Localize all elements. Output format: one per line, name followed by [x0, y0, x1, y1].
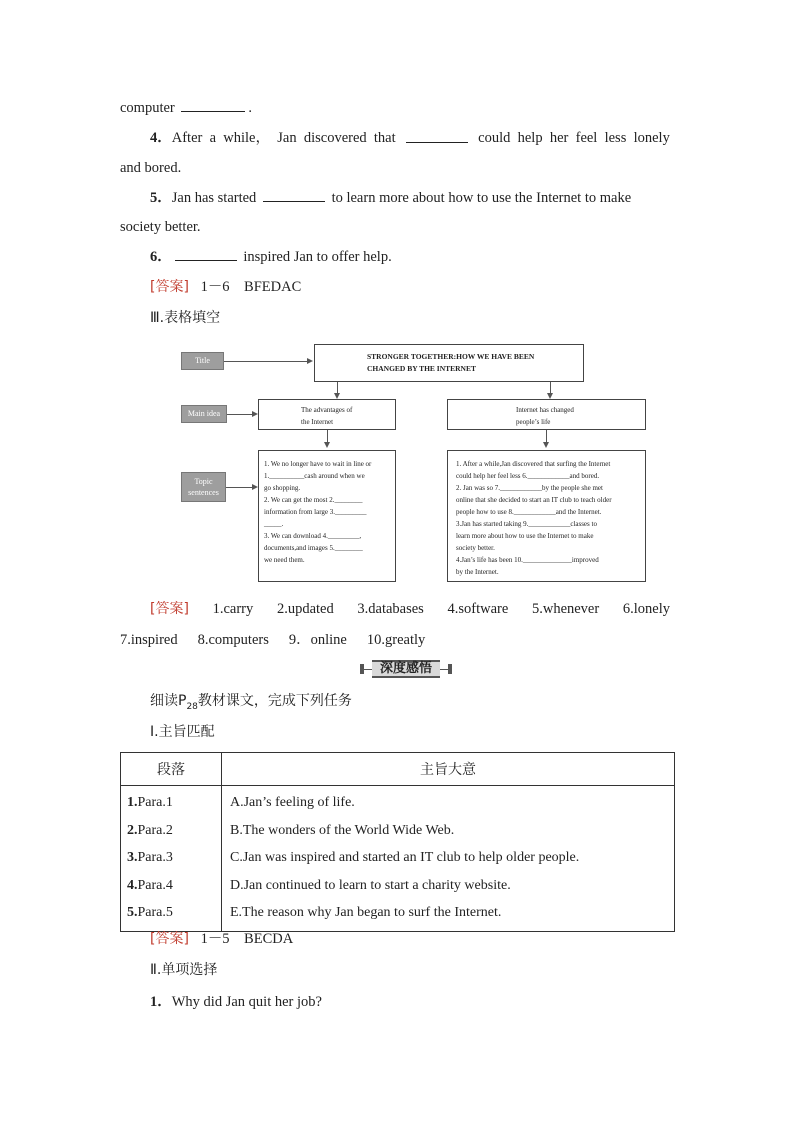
table-row: 5.Para.5 [127, 905, 173, 920]
para-cell [121, 786, 222, 932]
question-4-tail: and bored. [120, 160, 182, 176]
topic-box-right: 1. After a while,Jan discovered that surfing the Internet could help her feel less 6.____________and bored. 2. Jan was so 7.____________by the people she met online that she decided to start an IT club to teach older people how to use 8.____________and the Internet. 3.Jan has started taking 9.____________classes to learn more about how to use the Internet to make society better. 4.Jan’s life has been 10.______________improved by the Internet. [447, 450, 646, 582]
list-item: E.The reason why Jan began to surf the Internet. [230, 905, 502, 920]
table-row: 2.Para.2 [127, 822, 173, 838]
question-6-line: 6． inspired Jan to offer help. [150, 246, 392, 267]
list-item: D.Jan continued to learn to start a charity website. [230, 877, 511, 893]
question-4-line: 4．After a while， Jan discovered that could help her feel less lonely [150, 130, 670, 146]
question-5-tail: society better. [120, 219, 201, 235]
topic-sentences-label: Topic sentences [181, 472, 226, 502]
table-row: 3.Para.3 [127, 850, 173, 865]
arrow-icon [543, 442, 549, 448]
arrow-icon [307, 358, 313, 364]
main-idea-left: The advantages of the Internet [258, 399, 396, 430]
section-banner: 深度感悟 [360, 660, 452, 678]
connector-line [227, 414, 253, 415]
connector-line [226, 487, 253, 488]
idea-cell [222, 786, 675, 932]
answer-2-line-1: [答案] 1.carry 2.updated 3.databases 4.software 5.whenever 6.lonely [150, 601, 670, 617]
table-header: 段落 [121, 753, 222, 786]
section-title: Ⅱ.单项选择 [150, 962, 218, 978]
list-item: C.Jan was inspired and started an IT club to help older people. [230, 850, 580, 865]
instruction: 细读$P_{28}$教材课文，完成下列任务 [150, 693, 352, 712]
section-title: Ⅰ.主旨匹配 [150, 724, 215, 740]
arrow-icon [324, 442, 330, 448]
connector-line [224, 361, 308, 362]
answer-blank [263, 187, 325, 202]
answer-blank [175, 246, 237, 261]
section-title: Ⅲ.表格填空 [150, 310, 221, 326]
answer-blank [181, 97, 245, 112]
answer-2-line-2: 7.inspired 8.computers 9．online 10.greatly [120, 632, 426, 648]
question-1: 1．Why did Jan quit her job? [150, 994, 322, 1010]
answer-1: [答案] 1－6 BFEDAC [150, 279, 302, 295]
list-item: A.Jan’s feeling of life. [230, 795, 355, 810]
list-item: B.The wonders of the World Wide Web. [230, 822, 455, 838]
main-idea-label: Main idea [181, 405, 227, 423]
main-idea-right: Internet has changed people’s life [447, 399, 646, 430]
title-label: Title [181, 352, 224, 370]
matching-table [120, 752, 675, 932]
title-box: STRONGER TOGETHER:HOW WE HAVE BEEN CHANGED BY THE INTERNET [314, 344, 584, 382]
table-row: 1.Para.1 [127, 795, 173, 810]
question-3-tail: computer . [120, 97, 252, 118]
table-row: 4.Para.4 [127, 877, 173, 893]
table-header: 主旨大意 [222, 753, 675, 786]
question-5-line: 5．Jan has started to learn more about how to use the Internet to make [150, 187, 631, 208]
answer-blank [406, 128, 468, 143]
topic-box-left: 1. We no longer have to wait in line or 1.__________cash around when we go shopping. 2. We can get the most 2.________ information from large 3._________ _____. 3. We can download 4._________, documents,and images 5.________ we need them. [258, 450, 396, 582]
answer-3: [答案] 1－5 BECDA [150, 931, 294, 947]
